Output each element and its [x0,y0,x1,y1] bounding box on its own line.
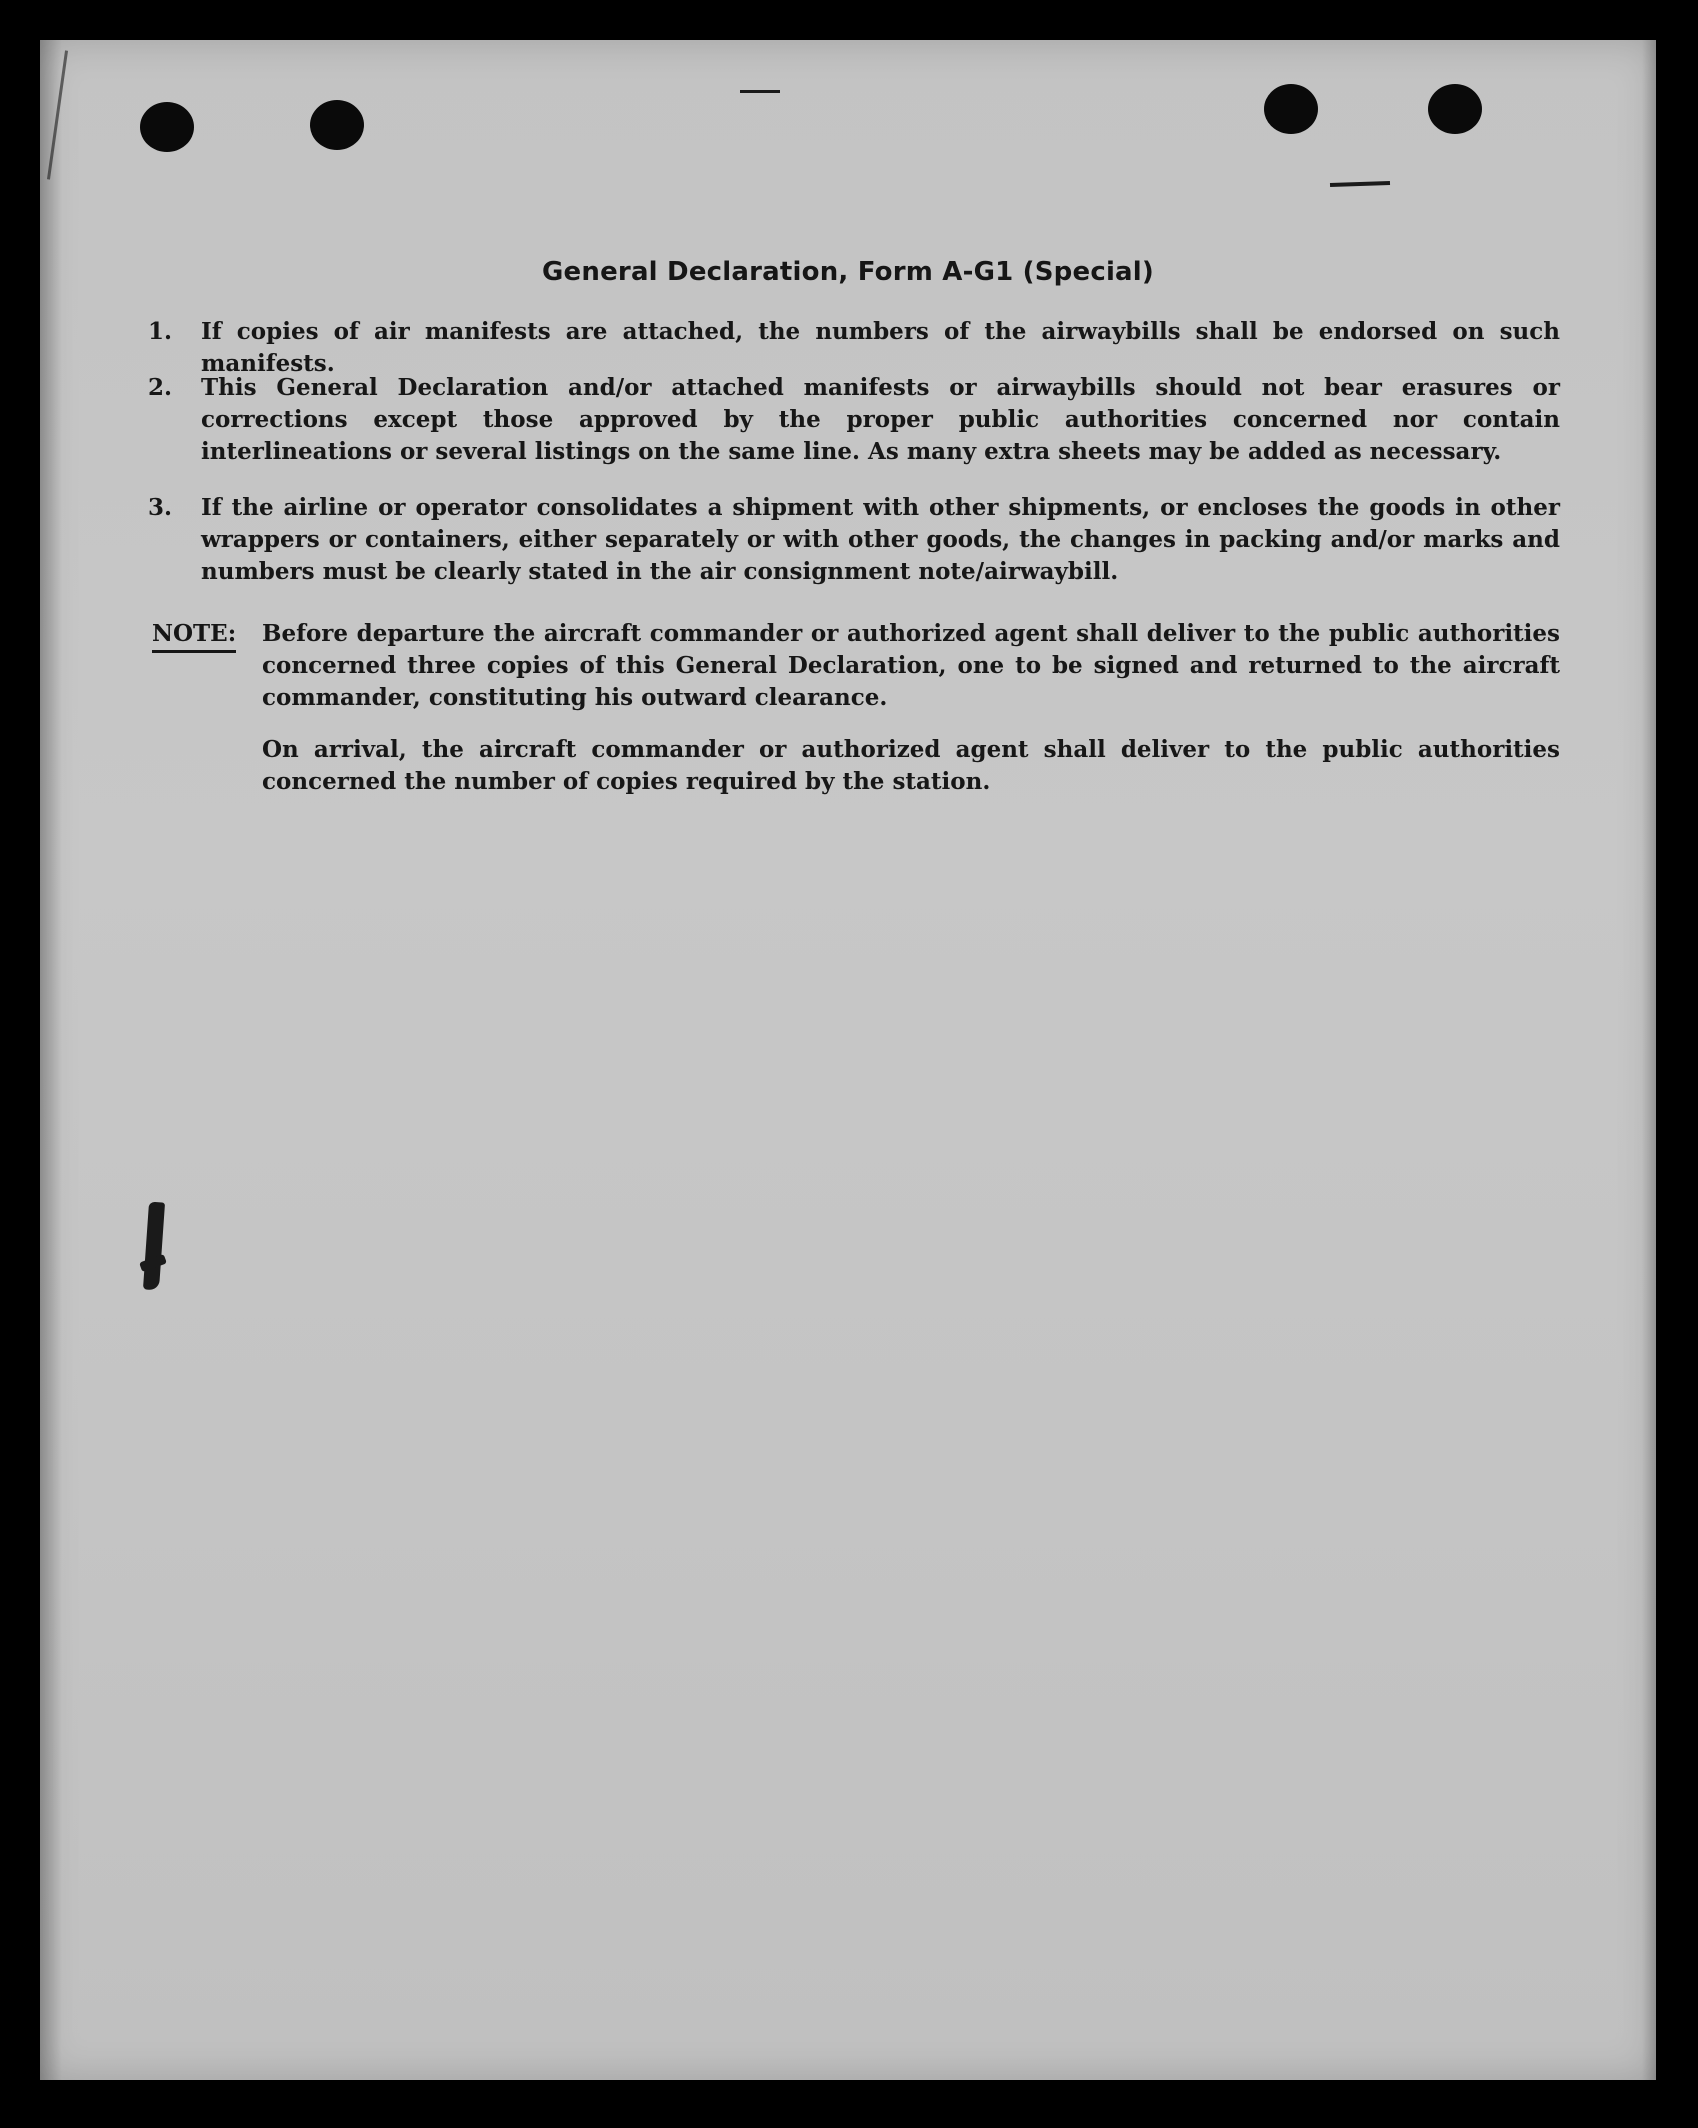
document-page [40,40,1656,2080]
punch-hole-icon [310,100,364,150]
list-item-text: This General Declaration and/or attached manifests or airwaybills should not bear erasures or corrections except those approved by the proper public authorities concerned nor contain interlineations or several listings on the same line. As many extra sheets may be added as necessary. [201,374,1560,465]
list-item [148,316,1560,380]
note-paragraph: Before departure the aircraft commander or authorized agent shall deliver to the public authorities concerned three copies of this General Declaration, one to be signed and returned to the aircraft commander, constituting his outward clearance. [262,620,1560,711]
page-left-shadow [40,40,62,2080]
document-title: General Declaration, Form A-G1 (Special) [542,257,1154,288]
note-label: NOTE: [152,618,236,653]
scan-mark [740,90,780,93]
list-item-text: If the airline or operator consolidates a shipment with other shipments, or encloses the goods in other wrappers or containers, either separately or with other goods, the changes in packing and/or marks and numbers must be clearly stated in the air consignment note/airwaybill. [201,494,1560,585]
scan-mark [1330,181,1390,187]
punch-hole-icon [1264,84,1318,134]
punch-hole-icon [1428,84,1482,134]
list-item [148,372,1560,468]
note-paragraph: On arrival, the aircraft commander or authorized agent shall deliver to the public authorities concerned the number of copies required by the station. [262,736,1560,795]
ink-blot [143,1202,165,1291]
list-item-number: 1. [148,318,173,345]
list-item-number: 3. [148,494,173,521]
punch-hole-icon [140,102,194,152]
list-item [148,492,1560,588]
list-item-number: 2. [148,374,173,401]
list-item-text: If copies of air manifests are attached, the numbers of the airwaybills shall be endorsed on such manifests. [201,318,1560,377]
page-right-shadow [1642,40,1656,2080]
